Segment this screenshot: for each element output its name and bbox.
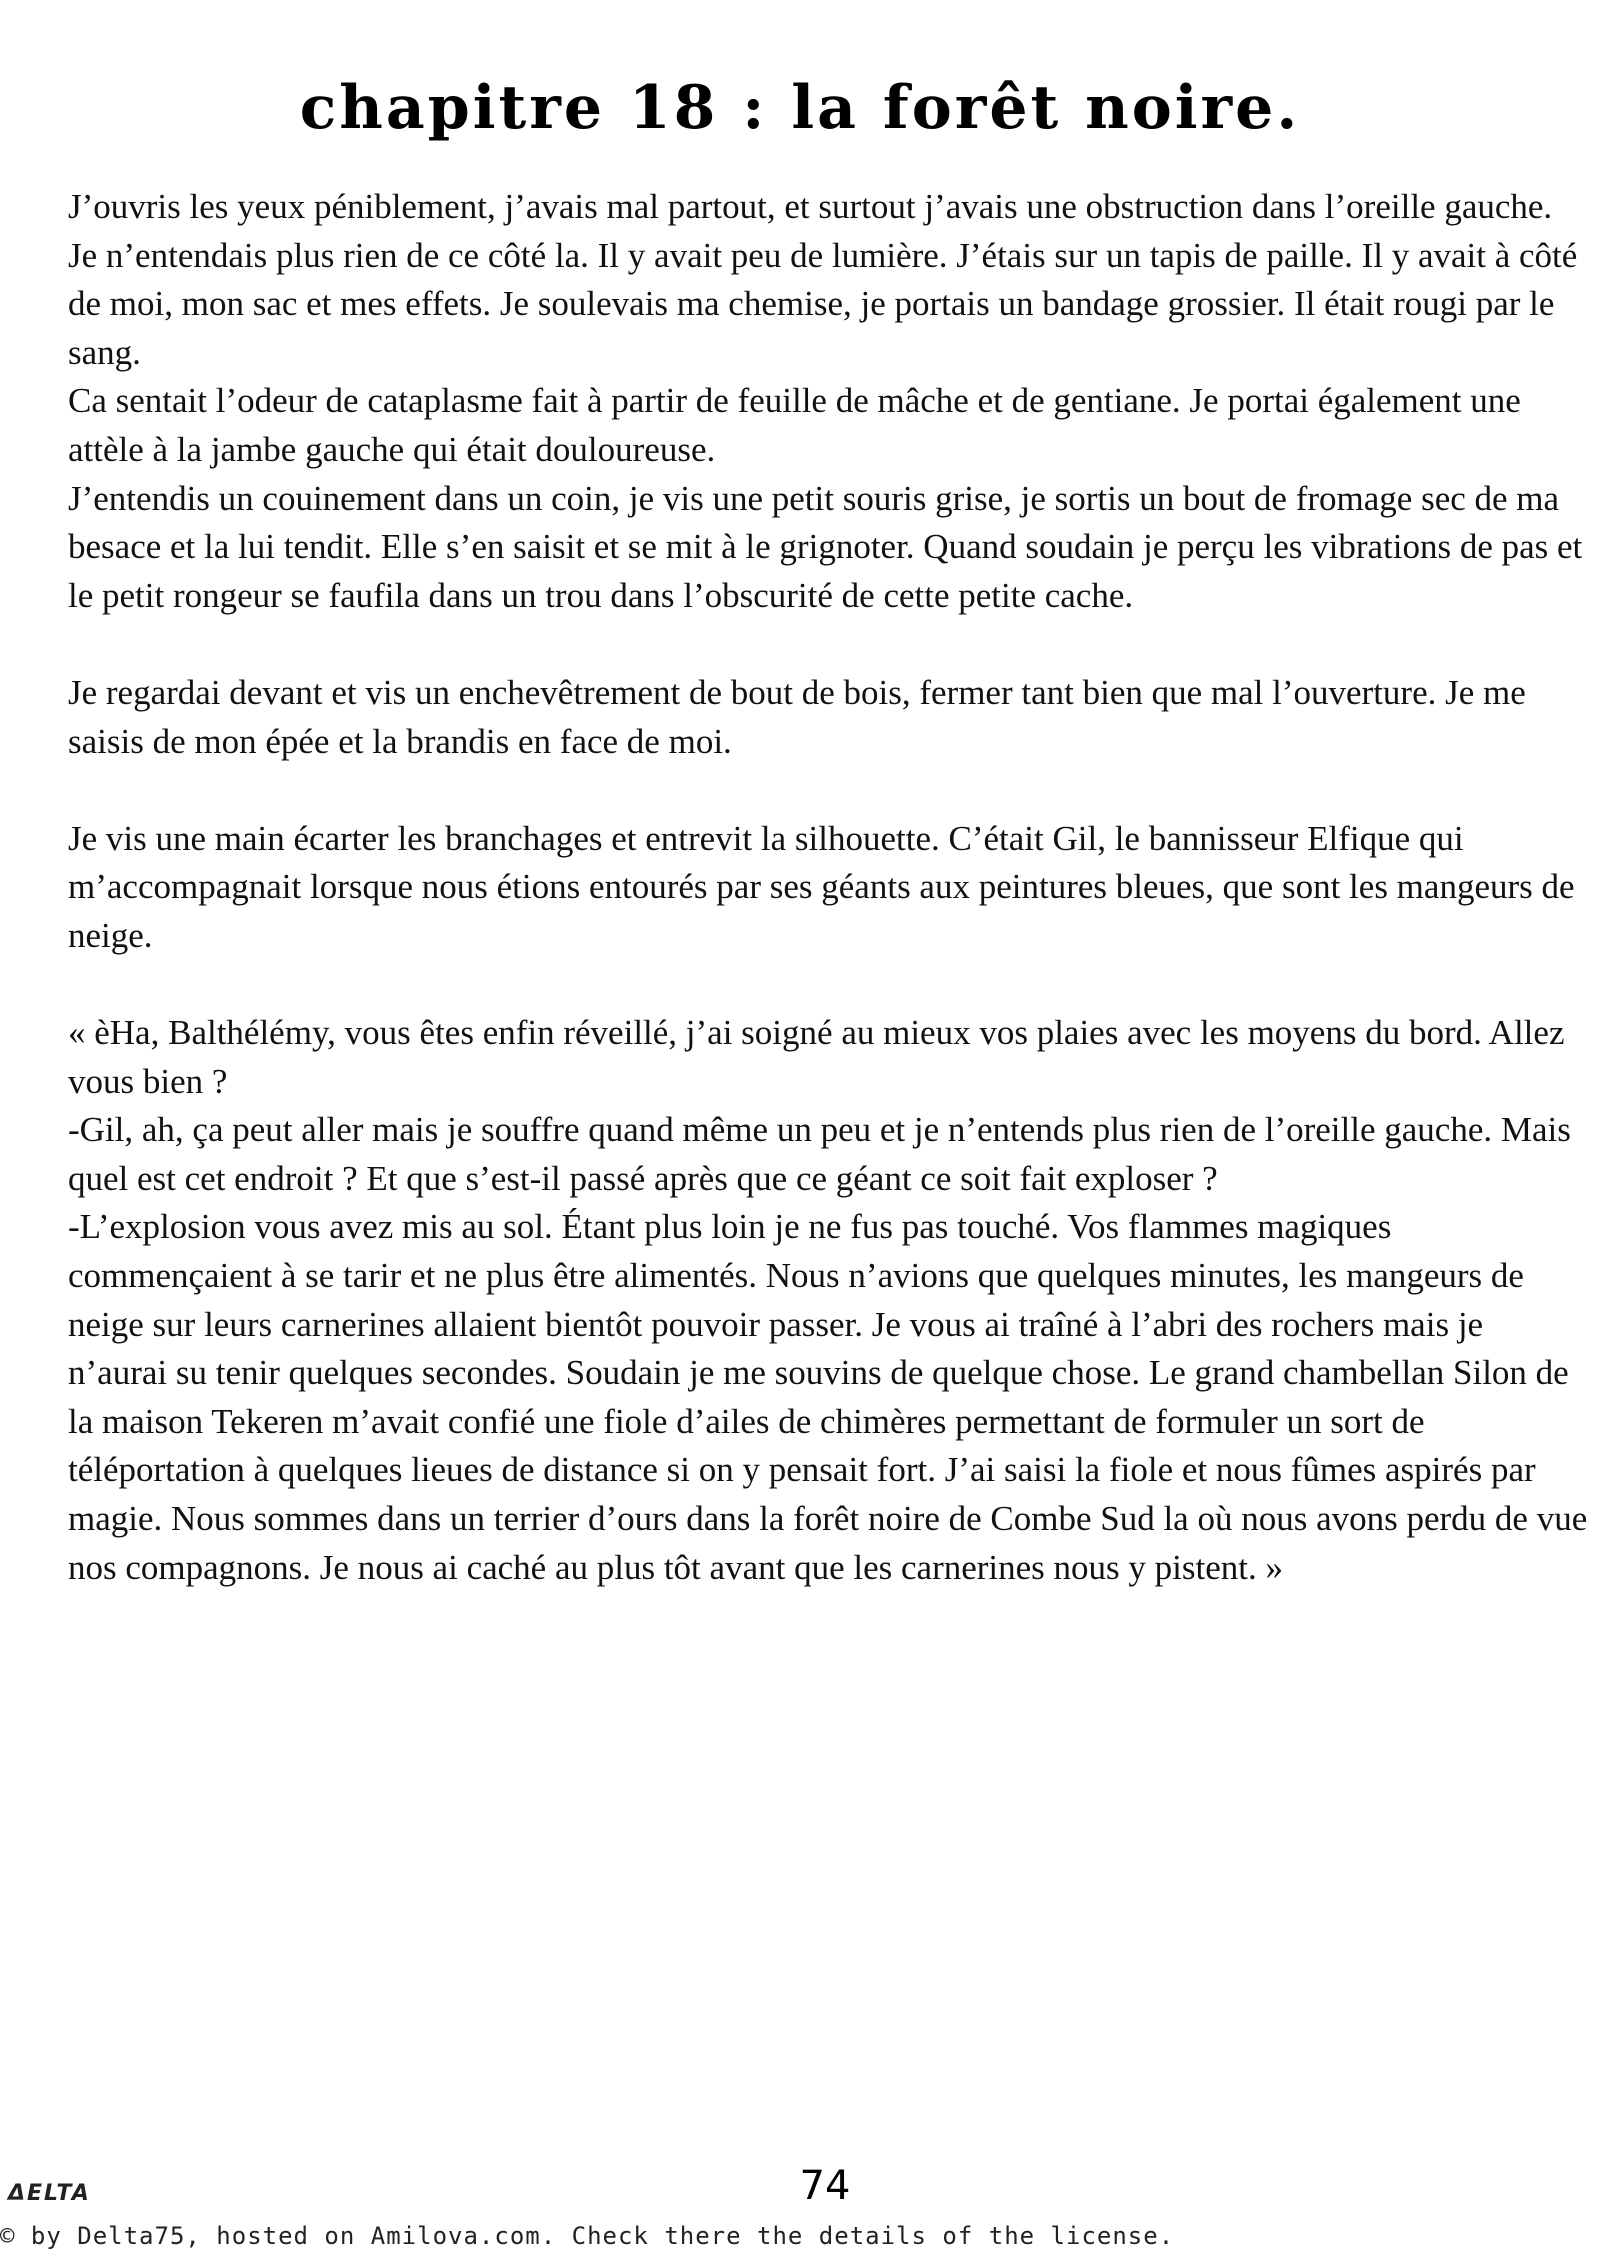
paragraph: Je regardai devant et vis un enchevêtrement de bout de bois, fermer tant bien que mal l’ouverture. Je me saisis de mon épée et la brandis en face de moi. bbox=[68, 672, 1526, 761]
chapter-body bbox=[68, 183, 1588, 1592]
dialogue-paragraph: -L’explosion vous avez mis au sol. Étant plus loin je ne fus pas touché. Vos flammes magiques commençaient à se tarir et ne plus être alimentés. Nous n’avions que quelques minutes, les mangeurs de neige sur leurs carnerines allaient bientôt pouvoir passer. Je vous ai traîné à l’abri des rochers mais je n’aurai su tenir quelques secondes. Soudain je me souvins de quelque chose. Le grand chambellan Silon de la maison Tekeren m’avait confié une fiole d’ailes de chimères permettant de formuler un sort de téléportation à quelques lieues de distance si on y pensait fort. J’ai saisi la fiole et nous fûmes aspirés par magie. Nous sommes dans un terrier d’ours dans la forêt noire de Combe Sud la où nous avons perdu de vue nos compagnons. Je nous ai caché au plus tôt avant que les carnerines nous y pistent. » bbox=[68, 1207, 1588, 1587]
dialogue-paragraph: -Gil, ah, ça peut aller mais je souffre quand même un peu et je n’entends plus rien de l’oreille gauche. Mais quel est cet endroit ? Et que s’est-il passé après que ce géant ce soit fait exploser ? bbox=[68, 1110, 1571, 1198]
paragraph: J’ouvris les yeux péniblement, j’avais mal partout, et surtout j’avais une obstruction dans l’oreille gauche. Je n’entendais plus rien de ce côté la. Il y avait peu de lumière. J’étais sur un tapis de paille. Il y avait à côté de moi, mon sac et mes effets. Je soulevais ma chemise, je portais un bandage grossier. Il était rougi par le sang. bbox=[68, 187, 1578, 372]
dialogue-paragraph: « èHa, Balthélémy, vous êtes enfin réveillé, j’ai soigné au mieux vos plaies avec les moyens du bord. Allez vous bien ? bbox=[68, 1013, 1565, 1101]
chapter-title: chapitre 18 : la forêt noire. bbox=[299, 73, 1301, 143]
paragraph: Je vis une main écarter les branchages et entrevit la silhouette. C’était Gil, le bannisseur Elfique qui m’accompagnait lorsque nous étions entourés par ses géants aux peintures bleues, que sont les mangeurs de neige. bbox=[68, 818, 1575, 955]
page-number: 74 bbox=[799, 2163, 851, 2209]
paragraph: J’entendis un couinement dans un coin, je vis une petit souris grise, je sortis un bout de fromage sec de ma besace et la lui tendit. Elle s’en saisit et se mit à le grignoter. Quand soudain je perçu les vibrations de pas et le petit rongeur se faufila dans un trou dans l’obscurité de cette petite cache. bbox=[68, 478, 1583, 615]
delta-logo: ΔELTA bbox=[8, 2181, 91, 2206]
license-notice: © by Delta75, hosted on Amilova.com. Check there the details of the license. bbox=[0, 2222, 1175, 2250]
paragraph: Ca sentait l’odeur de cataplasme fait à partir de feuille de mâche et de gentiane. Je portai également une attèle à la jambe gauche qui était douloureuse. bbox=[68, 381, 1521, 469]
